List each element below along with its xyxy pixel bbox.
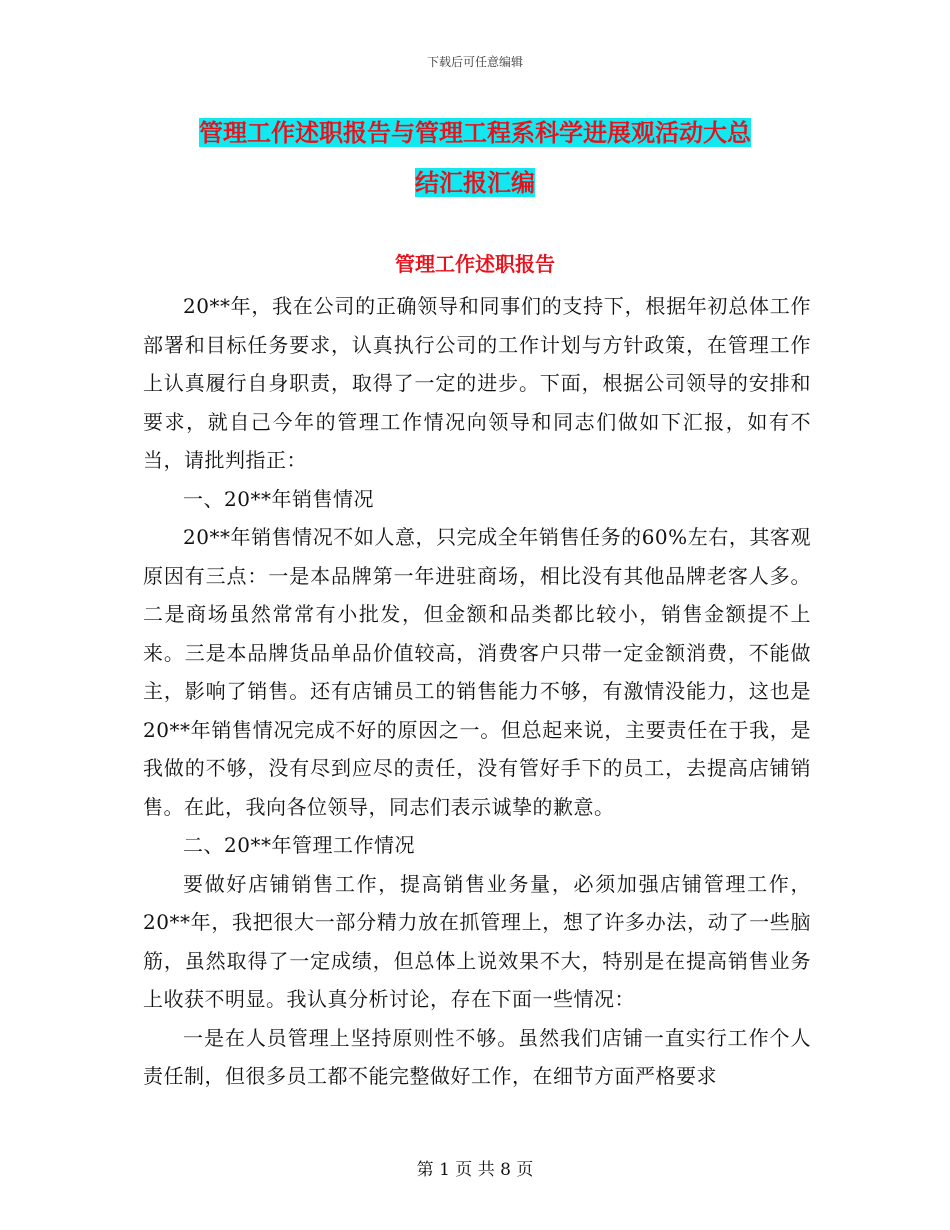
footer-mid: 页 共: [455, 1160, 495, 1180]
page-total: 8: [500, 1160, 511, 1180]
title-line-1: 管理工作述职报告与管理工程系科学进展观活动大总: [199, 118, 751, 147]
body-text: [143, 287, 811, 1096]
page-number: 1: [439, 1160, 450, 1180]
footer-prefix: 第: [416, 1160, 434, 1180]
document-title: [140, 108, 810, 208]
paragraph: 一是在人员管理上坚持原则性不够。虽然我们店铺一直实行工作个人责任制，但很多员工都不能完整做好工作，在细节方面严格要求: [143, 1025, 811, 1088]
page-footer: [0, 1155, 950, 1180]
heading-sales: 一、20**年销售情况: [183, 486, 374, 511]
paragraph: 20**年，我在公司的正确领导和同事们的支持下，根据年初总体工作部署和目标任务要求，认真执行公司的工作计划与方针政策，在管理工作上认真履行自身职责，取得了一定的进步。下面，根据公司领导的安排和要求，就自己今年的管理工作情况向领导和同志们做如下汇报，如有不当，请批判指正：: [143, 294, 811, 472]
heading-management: 二、20**年管理工作情况: [183, 833, 415, 857]
paragraph: 要做好店铺销售工作，提高销售业务量，必须加强店铺管理工作，20**年，我把很大一部分精力放在抓管理上，想了许多办法，动了一些脑筋，虽然取得了一定成绩，但总体上说效果不大，特别是在提高销售业务上收获不明显。我认真分析讨论，存在下面一些情况：: [143, 871, 811, 1011]
section-title: 管理工作述职报告: [395, 252, 555, 276]
header-note: 下载后可任意编辑: [426, 55, 523, 69]
paragraph: 20**年销售情况不如人意，只完成全年销售任务的60%左右，其客观原因有三点：一是本品牌第一年进驻商场，相比没有其他品牌老客人多。二是商场虽然常常有小批发，但金额和品类都比较小，销售金额提不上来。三是本品牌货品单品价值较高，消费客户只带一定金额消费，不能做主，影响了销售。还有店铺员工的销售能力不够，有激情没能力，这也是20**年销售情况完成不好的原因之一。但总起来说，主要责任在于我，是我做的不够，没有尽到应尽的责任，没有管好手下的员工，去提高店铺销售。在此，我向各位领导，同志们表示诚挚的歉意。: [143, 525, 811, 819]
footer-suffix: 页: [516, 1160, 534, 1180]
title-line-2: 结汇报汇编: [415, 168, 535, 197]
